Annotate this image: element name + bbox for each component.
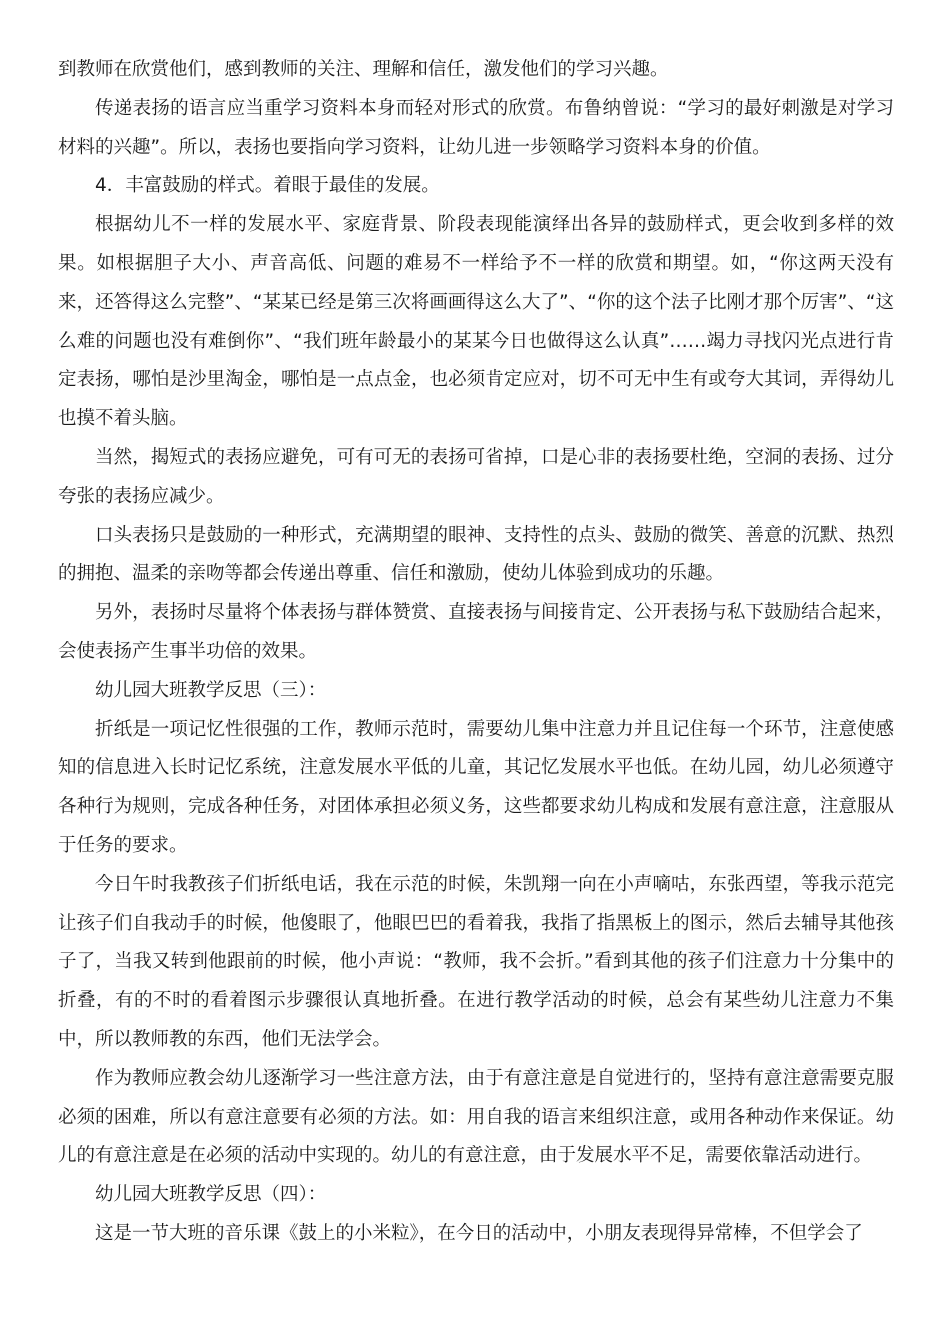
paragraph-origami-memory: 折纸是一项记忆性很强的工作，教师示范时，需要幼儿集中注意力并且记住每一个环节，注意使感知的信息进入长时记忆系统，注意发展水平低的儿童，其记忆发展水平也低。在幼儿园，幼儿必须遵守各种行为规则，完成各种任务，对团体承担必须义务，这些都要求幼儿构成和发展有意注意，注意服从于任务的要求。: [58, 718, 894, 856]
paragraph-praise-content: 传递表扬的语言应当重学习资料本身而轻对形式的欣赏。布鲁纳曾说：“学习的最好刺激是对学习材料的兴趣”。所以，表扬也要指向学习资料，让幼儿进一步领略学习资料本身的价值。: [58, 97, 894, 158]
section-title-3: 幼儿园大班教学反思（三）：: [95, 679, 327, 701]
paragraph-nonverbal-praise: 口头表扬只是鼓励的一种形式，充满期望的眼神、支持性的点头、鼓励的微笑、善意的沉默、热烈的拥抱、温柔的亲吻等都会传递出尊重、信任和激励，使幼儿体验到成功的乐趣。: [58, 524, 894, 585]
paragraph-attention-methods: 作为教师应教会幼儿逐渐学习一些注意方法，由于有意注意是自觉进行的，坚持有意注意需要克服必须的困难，所以有意注意要有必须的方法。如：用自我的语言来组织注意，或用各种动作来保证。幼儿的有意注意是在必须的活动中实现的。幼儿的有意注意，由于发展水平不足，需要依靠活动进行。: [58, 1067, 894, 1167]
section-heading-4: 4．丰富鼓励的样式。着眼于最佳的发展。: [95, 175, 440, 197]
section-title-4: 幼儿园大班教学反思（四）：: [95, 1184, 327, 1206]
paragraph-continuation: 到教师在欣赏他们，感到教师的关注、理解和信任，激发他们的学习兴趣。: [58, 59, 669, 80]
paragraph-combined-praise: 另外，表扬时尽量将个体表扬与群体赞赏、直接表扬与间接肯定、公开表扬与私下鼓励结合起来，会使表扬产生事半功倍的效果。: [58, 602, 894, 662]
paragraph-encouragement-styles: 根据幼儿不一样的发展水平、家庭背景、阶段表现能演绎出各异的鼓励样式，更会收到多样的效果。如根据胆子大小、声音高低、问题的难易不一样给予不一样的欣赏和期望。如，“你这两天没有来，还答得这么完整”、“某某已经是第三次将画画得这么大了”、“你的这个法子比刚才那个厉害”、“这么难的问题也没有难倒你”、“我们班年龄最小的某某今日也做得这么认真”……竭力寻找闪光点进行肯定表扬，哪怕是沙里淘金，哪怕是一点点金，也必须肯定应对，切不可无中生有或夸大其词，弄得幼儿也摸不着头脑。: [58, 214, 894, 430]
paragraph-music-lesson: 这是一节大班的音乐课《鼓上的小米粒》，在今日的活动中，小朋友表现得异常棒，不但学会了: [95, 1222, 863, 1244]
paragraph-avoid-praise: 当然，揭短式的表扬应避免，可有可无的表扬可省掉，口是心非的表扬要杜绝，空洞的表扬、过分夸张的表扬应减少。: [58, 446, 894, 507]
paragraph-afternoon-lesson: 今日午时我教孩子们折纸电话，我在示范的时候，朱凯翔一向在小声嘀咕，东张西望，等我示范完让孩子们自我动手的时候，他傻眼了，他眼巴巴的看着我，我指了指黑板上的图示，然后去辅导其他孩子了，当我又转到他跟前的时候，他小声说：“教师，我不会折。”看到其他的孩子们注意力十分集中的折叠，有的不时的看着图示步骤很认真地折叠。在进行教学活动的时候，总会有某些幼儿注意力不集中，所以教师教的东西，他们无法学会。: [58, 873, 894, 1050]
document-body: [58, 51, 894, 1254]
